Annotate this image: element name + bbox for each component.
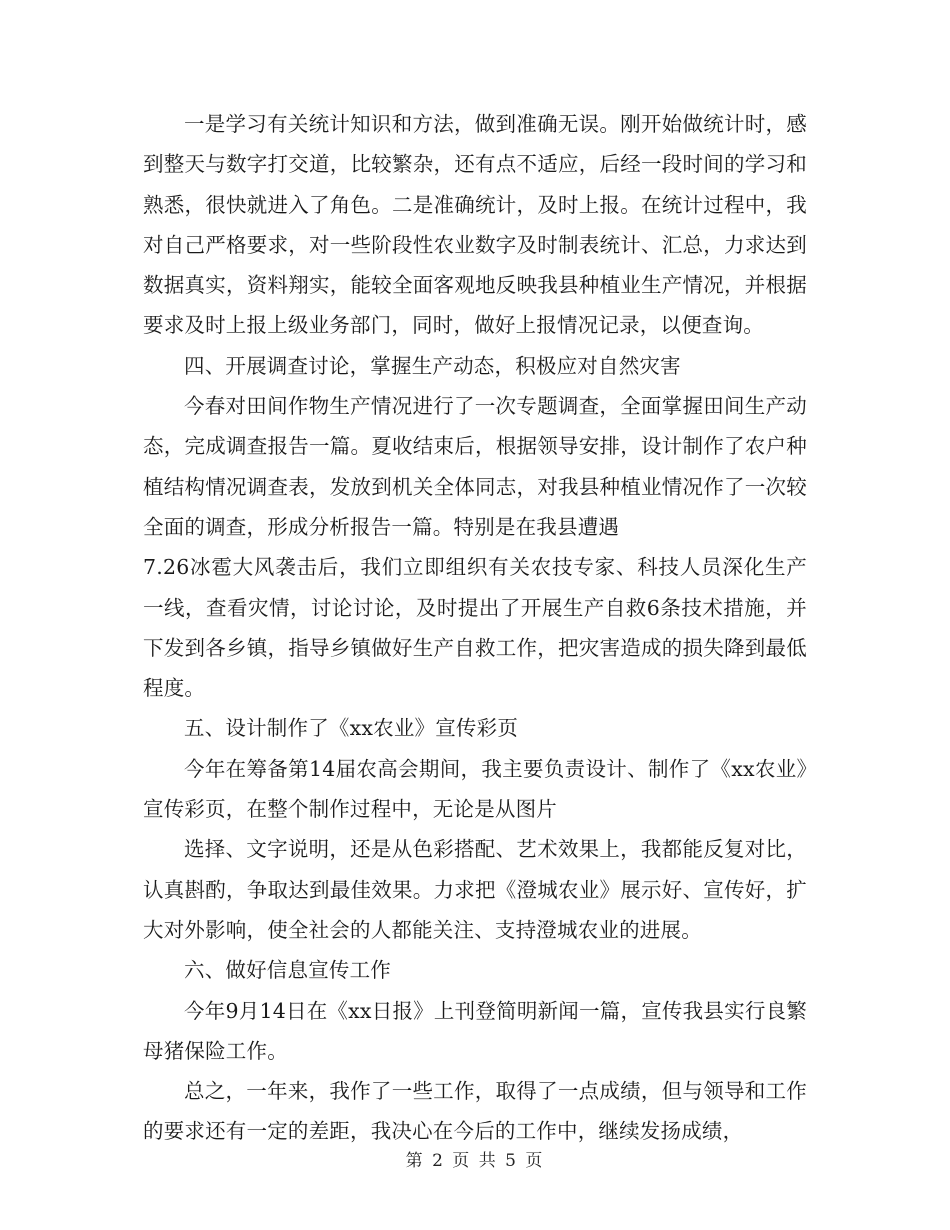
paragraph-brochure: 今年在筹备第14届农高会期间，我主要负责设计、制作了《xx农业》宣传彩页，在整个制作过程中，无论是从图片: [143, 756, 807, 822]
paragraph-statistics: 一是学习有关统计知识和方法，做到准确无误。刚开始做统计时，感到整天与数字打交道，比较繁杂，还有点不适应，后经一段时间的学习和熟悉，很快就进入了角色。二是准确统计，及时上报。在统计过程中，我对自己严格要求，对一些阶段性农业数字及时制表统计、汇总，力求达到数据真实，资料翔实，能较全面客观地反映我县种植业生产情况，并根据要求及时上报上级业务部门，同时，做好上报情况记录，以便查询。: [143, 112, 807, 338]
section-heading-6: 六、做好信息宣传工作: [184, 958, 391, 983]
document-body: [143, 104, 807, 1152]
paragraph-summary: 总之，一年来，我作了一些工作，取得了一点成绩，但与领导和工作的要求还有一定的差距，我决心在今后的工作中，继续发扬成绩，: [143, 1079, 807, 1144]
paragraph-news: 今年9月14日在《xx日报》上刊登简明新闻一篇，宣传我县实行良繁母猪保险工作。: [143, 998, 807, 1063]
section-heading-5: 五、设计制作了《xx农业》宣传彩页: [184, 716, 519, 741]
section-heading-4: 四、开展调查讨论，掌握生产动态，积极应对自然灾害: [184, 353, 681, 378]
paragraph-disaster: 7.26冰雹大风袭击后，我们立即组织有关农技专家、科技人员深化生产一线，查看灾情，讨论讨论，及时提出了开展生产自救6条技术措施，并下发到各乡镇，指导乡镇做好生产自救工作，把灾害造成的损失降到最低程度。: [143, 555, 807, 701]
page-number-footer: 第 2 页 共 5 页: [405, 1151, 545, 1171]
paragraph-brochure-continued: 选择、文字说明，还是从色彩搭配、艺术效果上，我都能反复对比，认真斟酌，争取达到最佳效果。力求把《澄城农业》展示好、宣传好，扩大对外影响，使全社会的人都能关注、支持澄城农业的进展。: [143, 837, 807, 942]
paragraph-survey: 今春对田间作物生产情况进行了一次专题调查，全面掌握田间生产动态，完成调查报告一篇。夏收结束后，根据领导安排，设计制作了农户种植结构情况调查表，发放到机关全体同志，对我县种植业情况作了一次较全面的调查，形成分析报告一篇。特别是在我县遭遇: [143, 394, 807, 539]
